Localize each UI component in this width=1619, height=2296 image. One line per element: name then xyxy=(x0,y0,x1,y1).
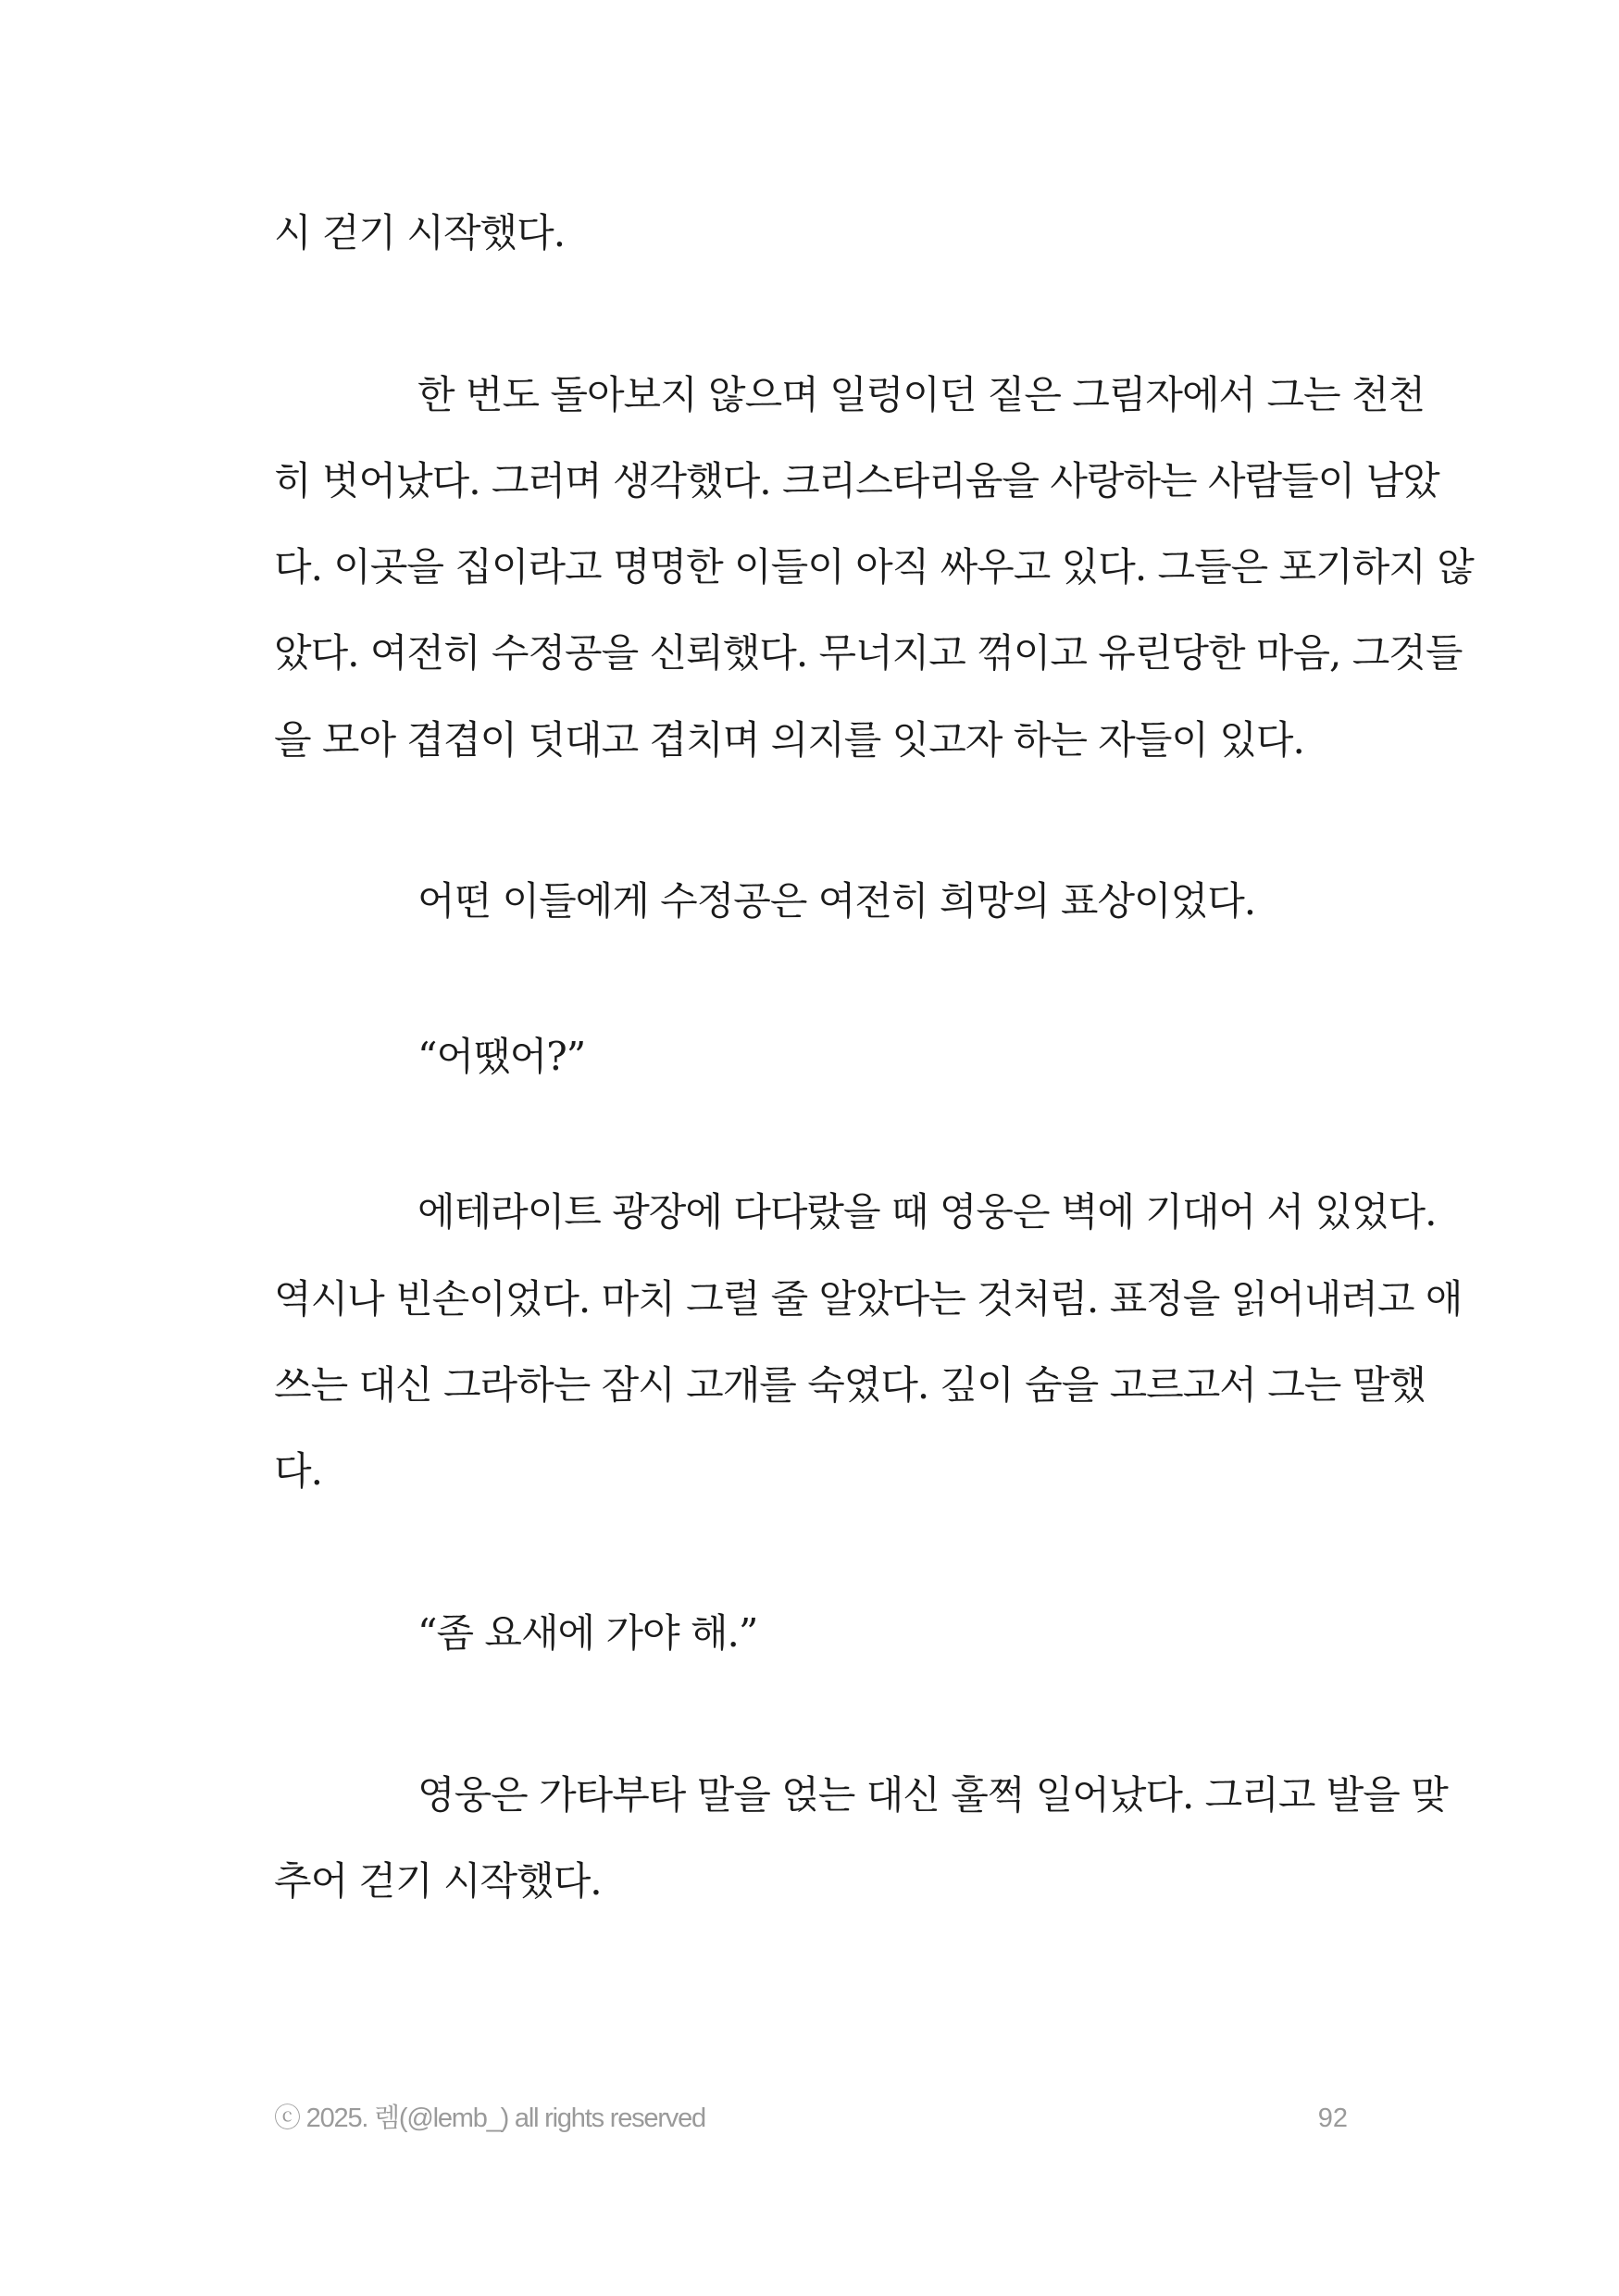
body-line: 다. xyxy=(274,1448,322,1494)
copyright-notice: ⓒ 2025. 렘(@lemb_) all rights reserved xyxy=(274,2104,705,2133)
paragraph-start-line: 한 번도 돌아보지 않으며 일렁이던 짙은 그림자에서 그는 천천 xyxy=(417,372,1426,417)
paragraph-start-line: 어떤 이들에게 수정공은 여전히 희망의 표상이었다. xyxy=(417,878,1256,924)
body-line: 시 걷기 시작했다. xyxy=(274,210,566,255)
dialogue-line: “좀 요새에 가야 해.” xyxy=(417,1610,758,1656)
body-line: 히 벗어났다. 그러며 생각했다. 크리스타리움을 사랑하는 사람들이 남았 xyxy=(274,458,1439,503)
body-line: 을 모아 겹겹이 덧대고 겹치며 의지를 잇고자 하는 자들이 있다. xyxy=(274,717,1304,763)
body-line: 쓰는 대신 그라하는 잠시 고개를 숙였다. 깊이 숨을 고르고서 그는 말했 xyxy=(274,1362,1426,1408)
paragraph-start-line: 에테라이트 광장에 다다랐을 때 영웅은 벽에 기대어 서 있었다. xyxy=(417,1189,1437,1235)
body-line: 다. 이곳을 집이라고 명명한 이들이 아직 싸우고 있다. 그들은 포기하지 않 xyxy=(274,544,1474,590)
paragraph-start-line: 영웅은 가타부타 말을 얹는 대신 훌쩍 일어났다. 그리고 발을 맞 xyxy=(417,1772,1448,1818)
body-line: 역시나 빈손이었다. 마치 그럴 줄 알았다는 것처럼. 표정을 읽어내려고 애 xyxy=(274,1276,1463,1322)
dialogue-line: “어땠어?” xyxy=(417,1034,586,1079)
body-line: 았다. 여전히 수정공을 신뢰했다. 무너지고 꺾이고 유린당한 마음, 그것들 xyxy=(274,630,1463,676)
page-number: 92 xyxy=(1317,2104,1348,2133)
page-footer xyxy=(274,2095,1348,2141)
body-line: 추어 걷기 시작했다. xyxy=(274,1858,602,1904)
